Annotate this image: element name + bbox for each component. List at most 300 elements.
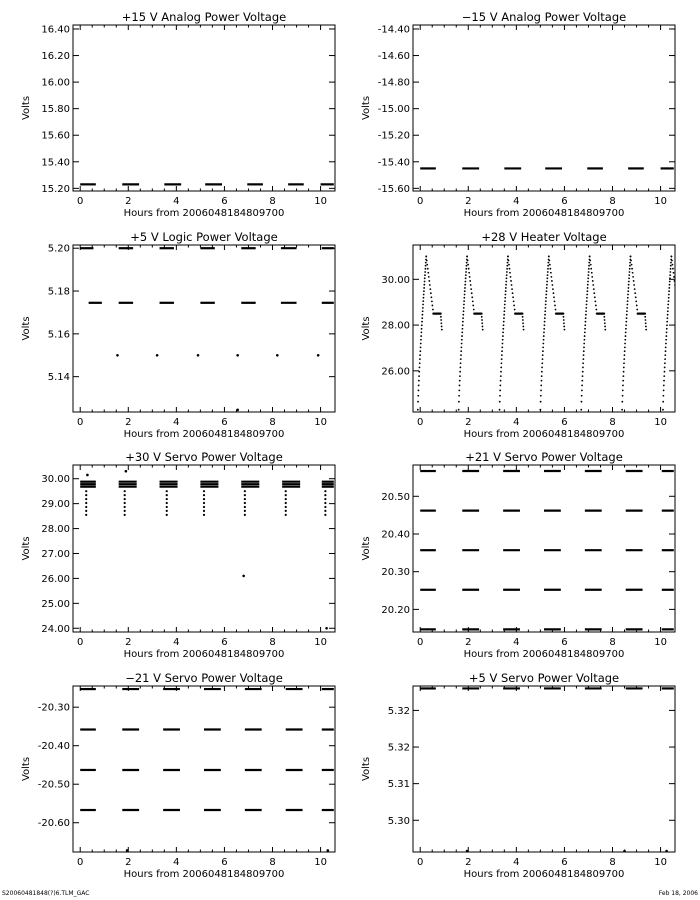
data-point	[86, 474, 89, 477]
data-point	[630, 256, 632, 258]
data-point	[680, 313, 682, 315]
data-point	[592, 280, 594, 282]
x-tick-label: 6	[561, 196, 568, 207]
data-point	[424, 281, 426, 283]
x-axis-label: Hours from 2006048184809700	[463, 869, 625, 880]
x-tick-label: 0	[77, 417, 84, 428]
x-tick-label: 8	[609, 417, 616, 428]
data-point	[586, 290, 588, 292]
x-tick-label: 10	[314, 637, 327, 648]
x-tick-label: 8	[269, 417, 276, 428]
data-point	[124, 510, 126, 512]
x-axis-label: Hours from 2006048184809700	[463, 429, 625, 440]
data-point	[440, 316, 442, 318]
x-tick-label: 8	[269, 196, 276, 207]
data-point	[203, 494, 205, 496]
data-point	[501, 350, 503, 352]
data-point	[626, 317, 628, 319]
data-point	[685, 313, 687, 315]
data-point	[541, 362, 543, 364]
data-point	[592, 284, 594, 286]
data-point	[591, 272, 593, 274]
data-point	[421, 317, 423, 319]
data-point	[583, 346, 585, 348]
data-point	[503, 310, 505, 312]
data-point	[236, 354, 239, 357]
data-point	[632, 272, 634, 274]
data-point	[426, 260, 428, 262]
data-point	[564, 329, 566, 331]
data-point	[629, 262, 631, 264]
data-point	[670, 265, 672, 267]
data-point	[680, 313, 682, 315]
data-point	[466, 850, 469, 853]
x-tick-label: 4	[513, 637, 520, 648]
data-point	[464, 290, 466, 292]
data-point	[427, 268, 429, 270]
y-tick-label: 16.00	[41, 77, 70, 89]
data-point	[673, 272, 675, 274]
chart-panel-3	[21, 230, 335, 440]
data-point	[514, 309, 516, 311]
data-point	[634, 288, 636, 290]
data-layer	[80, 248, 334, 411]
data-point	[424, 268, 426, 270]
data-point	[583, 354, 585, 356]
data-point	[506, 268, 508, 270]
data-point	[585, 317, 587, 319]
data-layer	[417, 256, 688, 411]
data-point	[583, 343, 585, 345]
data-point	[317, 354, 320, 357]
data-layer	[420, 688, 674, 852]
y-tick-label: 5.30	[387, 815, 410, 827]
data-point	[499, 390, 501, 392]
data-point	[285, 498, 287, 500]
y-axis-label: Volts	[361, 95, 372, 121]
data-point	[586, 300, 588, 302]
data-point	[512, 292, 514, 294]
data-point	[547, 271, 549, 273]
data-point	[425, 256, 427, 258]
x-axis-label: Hours from 2006048184809700	[123, 649, 285, 660]
data-point	[499, 395, 501, 397]
data-point	[628, 284, 630, 286]
data-point	[465, 268, 467, 270]
data-point	[546, 277, 548, 279]
data-layer	[80, 470, 334, 630]
data-point	[624, 350, 626, 352]
data-point	[417, 409, 419, 411]
data-point	[663, 395, 665, 397]
data-point	[499, 409, 501, 411]
data-point	[667, 307, 669, 309]
data-point	[424, 274, 426, 276]
data-point	[203, 506, 205, 508]
data-point	[632, 276, 634, 278]
data-point	[549, 264, 551, 266]
x-tick-label: 2	[125, 857, 132, 868]
x-tick-label: 4	[173, 857, 180, 868]
data-point	[665, 335, 667, 337]
y-tick-label: 26.00	[41, 573, 70, 585]
data-point	[543, 324, 545, 326]
data-point	[645, 322, 647, 324]
x-tick-label: 6	[561, 417, 568, 428]
data-point	[541, 380, 543, 382]
y-tick-label: 28.00	[381, 320, 410, 332]
data-point	[625, 332, 627, 334]
data-point	[685, 319, 687, 321]
chart-panel-7	[21, 671, 335, 880]
x-tick-label: 4	[513, 417, 520, 428]
data-point	[463, 307, 465, 309]
data-point	[423, 297, 425, 299]
data-point	[670, 256, 672, 258]
data-point	[588, 268, 590, 270]
y-tick-label: -20.60	[37, 818, 70, 830]
data-point	[421, 321, 423, 323]
data-point	[124, 490, 126, 492]
data-point	[668, 290, 670, 292]
data-point	[669, 281, 671, 283]
y-tick-label: -15.00	[377, 104, 410, 116]
data-point	[285, 514, 287, 516]
data-point	[124, 502, 126, 504]
data-point	[420, 343, 422, 345]
data-point	[664, 362, 666, 364]
data-point	[285, 490, 287, 492]
data-point	[584, 339, 586, 341]
y-tick-label: 15.20	[41, 183, 70, 195]
data-point	[468, 272, 470, 274]
data-point	[668, 294, 670, 296]
y-axis-label: Volts	[21, 316, 32, 341]
data-point	[547, 265, 549, 267]
data-point	[481, 313, 483, 315]
data-point	[459, 380, 461, 382]
data-point	[662, 409, 664, 411]
data-point	[627, 297, 629, 299]
data-point	[425, 262, 427, 264]
data-point	[124, 506, 126, 508]
data-point	[441, 326, 443, 328]
data-point	[419, 350, 421, 352]
x-tick-label: 2	[465, 417, 472, 428]
data-point	[468, 268, 470, 270]
x-tick-label: 10	[654, 637, 667, 648]
x-tick-label: 8	[609, 857, 616, 868]
data-point	[507, 262, 509, 264]
data-point	[625, 324, 627, 326]
data-point	[419, 354, 421, 356]
data-point	[594, 300, 596, 302]
data-point	[664, 371, 666, 373]
data-point	[419, 362, 421, 364]
data-point	[586, 304, 588, 306]
data-point	[461, 332, 463, 334]
data-point	[624, 346, 626, 348]
data-point	[585, 310, 587, 312]
data-point	[582, 371, 584, 373]
x-tick-label: 4	[173, 417, 180, 428]
y-tick-label: 15.40	[41, 157, 70, 169]
data-point	[623, 367, 625, 369]
data-point	[585, 321, 587, 323]
data-point	[547, 274, 549, 276]
chart-title: +15 V Analog Power Voltage	[121, 10, 287, 24]
x-tick-label: 4	[513, 857, 520, 868]
data-point	[677, 309, 679, 311]
data-point	[500, 380, 502, 382]
data-point	[546, 287, 548, 289]
data-point	[324, 514, 326, 516]
data-point	[550, 276, 552, 278]
data-point	[502, 339, 504, 341]
data-point	[203, 490, 205, 492]
data-point	[544, 317, 546, 319]
data-point	[440, 322, 442, 324]
data-point	[628, 274, 630, 276]
plot-frame	[413, 25, 675, 191]
data-point	[428, 276, 430, 278]
data-point	[681, 313, 683, 315]
plot-frame	[413, 686, 675, 852]
data-point	[542, 354, 544, 356]
y-tick-label: 30.00	[381, 274, 410, 286]
data-point	[85, 506, 87, 508]
data-point	[466, 265, 468, 267]
data-point	[166, 510, 168, 512]
data-point	[588, 265, 590, 267]
data-point	[324, 490, 326, 492]
y-tick-label: -14.40	[377, 24, 410, 36]
data-point	[586, 297, 588, 299]
data-point	[510, 276, 512, 278]
data-point	[547, 268, 549, 270]
data-point	[166, 502, 168, 504]
data-point	[420, 335, 422, 337]
data-point	[545, 304, 547, 306]
data-point	[584, 324, 586, 326]
data-point	[683, 313, 685, 315]
y-tick-label: 25.00	[41, 598, 70, 610]
data-point	[499, 385, 501, 387]
data-point	[422, 307, 424, 309]
data-point	[668, 287, 670, 289]
data-point	[587, 277, 589, 279]
data-point	[635, 300, 637, 302]
data-point	[584, 332, 586, 334]
data-point	[587, 281, 589, 283]
y-tick-label: 5.16	[47, 329, 70, 341]
x-axis-label: Hours from 2006048184809700	[463, 649, 625, 660]
data-point	[463, 300, 465, 302]
data-point	[504, 300, 506, 302]
data-point	[505, 281, 507, 283]
data-point	[633, 280, 635, 282]
data-point	[544, 321, 546, 323]
data-point	[470, 288, 472, 290]
data-point	[500, 371, 502, 373]
plot-frame	[73, 25, 335, 191]
x-tick-label: 2	[125, 417, 132, 428]
data-point	[508, 264, 510, 266]
data-point	[421, 324, 423, 326]
y-tick-label: 15.80	[41, 104, 70, 116]
data-point	[425, 265, 427, 267]
y-tick-label: 5.32	[387, 705, 410, 717]
data-point	[603, 316, 605, 318]
data-point	[604, 329, 606, 331]
data-point	[542, 350, 544, 352]
data-point	[464, 294, 466, 296]
data-point	[667, 314, 669, 316]
data-point	[166, 494, 168, 496]
data-point	[545, 297, 547, 299]
data-point	[627, 300, 629, 302]
data-point	[547, 262, 549, 264]
data-point	[675, 288, 677, 290]
y-tick-label: 5.18	[47, 286, 70, 298]
data-point	[125, 470, 128, 473]
data-point	[461, 335, 463, 337]
data-point	[423, 294, 425, 296]
data-point	[686, 322, 688, 324]
data-point	[581, 390, 583, 392]
data-point	[544, 310, 546, 312]
data-point	[197, 354, 200, 357]
chart-panel-6	[361, 450, 675, 660]
data-point	[501, 358, 503, 360]
data-point	[509, 268, 511, 270]
data-point	[554, 305, 556, 307]
data-point	[627, 290, 629, 292]
chart-panel-5	[21, 450, 335, 660]
data-point	[665, 339, 667, 341]
data-point	[431, 300, 433, 302]
data-point	[85, 514, 87, 516]
data-point	[666, 321, 668, 323]
data-point	[685, 313, 687, 315]
y-tick-label: -15.20	[377, 130, 410, 142]
data-point	[464, 287, 466, 289]
data-point	[521, 313, 523, 315]
data-point	[509, 272, 511, 274]
data-point	[604, 322, 606, 324]
y-tick-label: 27.00	[41, 548, 70, 560]
data-point	[580, 409, 582, 411]
data-point	[666, 332, 668, 334]
plot-frame	[413, 465, 675, 632]
data-point	[325, 627, 328, 630]
data-point	[462, 324, 464, 326]
data-point	[665, 850, 668, 853]
data-point	[584, 335, 586, 337]
y-tick-label: 30.00	[41, 474, 70, 486]
data-point	[506, 265, 508, 267]
footer-date-label: Feb 18, 2006	[658, 890, 698, 897]
data-point	[666, 328, 668, 330]
data-point	[665, 343, 667, 345]
data-point	[663, 390, 665, 392]
data-point	[85, 498, 87, 500]
data-point	[459, 385, 461, 387]
data-point	[481, 322, 483, 324]
data-point	[629, 265, 631, 267]
data-point	[463, 297, 465, 299]
data-point	[554, 300, 556, 302]
y-axis-label: Volts	[361, 316, 372, 341]
data-point	[506, 274, 508, 276]
data-point	[441, 329, 443, 331]
y-tick-label: 29.00	[41, 499, 70, 511]
data-point	[555, 309, 557, 311]
data-point	[624, 339, 626, 341]
data-point	[417, 401, 419, 403]
data-point	[542, 343, 544, 345]
data-point	[430, 292, 432, 294]
data-point	[545, 300, 547, 302]
data-point	[625, 335, 627, 337]
data-point	[604, 326, 606, 328]
data-point	[624, 354, 626, 356]
data-point	[544, 314, 546, 316]
x-tick-label: 2	[125, 196, 132, 207]
data-point	[522, 322, 524, 324]
data-layer	[420, 471, 674, 629]
data-point	[244, 514, 246, 516]
data-point	[440, 319, 442, 321]
data-point	[685, 316, 687, 318]
data-point	[507, 256, 509, 258]
data-point	[124, 514, 126, 516]
data-point	[563, 316, 565, 318]
data-point	[465, 281, 467, 283]
data-point	[285, 510, 287, 512]
data-point	[500, 367, 502, 369]
data-point	[124, 498, 126, 500]
data-point	[418, 375, 420, 377]
data-point	[664, 358, 666, 360]
data-point	[481, 316, 483, 318]
data-point	[669, 284, 671, 286]
data-point	[585, 314, 587, 316]
data-point	[548, 260, 550, 262]
plot-frame	[73, 465, 335, 632]
data-point	[581, 385, 583, 387]
data-point	[540, 401, 542, 403]
data-point	[244, 498, 246, 500]
data-point	[584, 328, 586, 330]
data-point	[626, 310, 628, 312]
data-point	[590, 268, 592, 270]
data-point	[467, 260, 469, 262]
data-point	[645, 319, 647, 321]
data-point	[459, 367, 461, 369]
footer-file-label: S20060481848(?)6.TLM_GAC	[2, 890, 90, 897]
data-point	[481, 319, 483, 321]
data-point	[562, 313, 564, 315]
x-tick-label: 2	[465, 857, 472, 868]
data-point	[463, 304, 465, 306]
data-point	[677, 305, 679, 307]
chart-title: −21 V Servo Power Voltage	[125, 671, 283, 685]
data-point	[541, 367, 543, 369]
data-point	[594, 296, 596, 298]
data-point	[583, 350, 585, 352]
data-point	[504, 297, 506, 299]
